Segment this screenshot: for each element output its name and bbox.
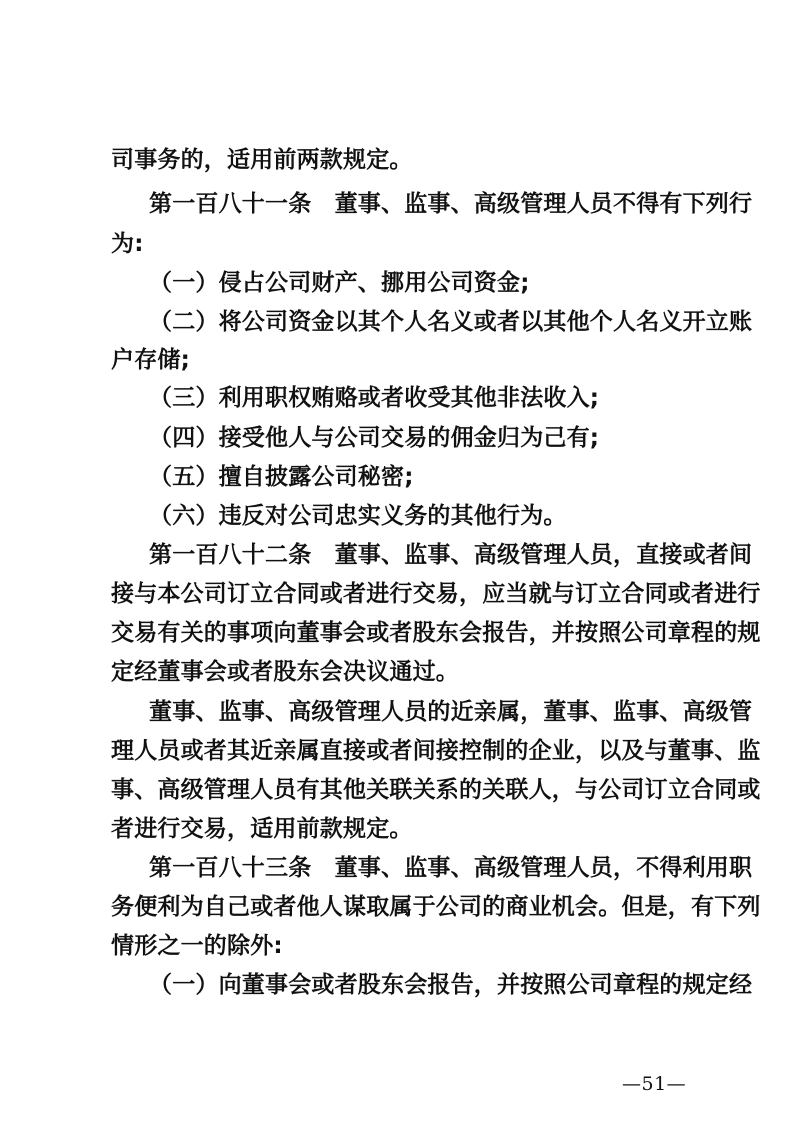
text-line-5: （二）将公司资金以其个人名义或者以其他个人名义开立账 bbox=[149, 309, 753, 335]
text-line-2: 第一百八十一条 董事、监事、高级管理人员不得有下列行 bbox=[149, 191, 753, 217]
text-line-21: 情形之一的除外: bbox=[111, 933, 283, 959]
text-line-13: 交易有关的事项向董事会或者股东会报告，并按照公司章程的规 bbox=[111, 620, 761, 646]
text-line-3: 为: bbox=[111, 231, 144, 257]
text-line-19: 第一百八十三条 董事、监事、高级管理人员，不得利用职 bbox=[149, 855, 753, 881]
text-line-14: 定经董事会或者股东会决议通过。 bbox=[111, 659, 459, 685]
text-line-18: 者进行交易，适用前款规定。 bbox=[111, 816, 413, 842]
text-line-22: （一）向董事会或者股东会报告，并按照公司章程的规定经 bbox=[149, 972, 753, 998]
text-line-9: （五）擅自披露公司秘密; bbox=[149, 464, 414, 490]
text-line-7: （三）利用职权贿赂或者收受其他非法收入; bbox=[149, 385, 600, 411]
page-number: —51— bbox=[622, 1073, 687, 1095]
text-line-15: 董事、监事、高级管理人员的近亲属，董事、监事、高级管 bbox=[149, 699, 753, 725]
text-line-4: （一）侵占公司财产、挪用公司资金; bbox=[149, 270, 530, 296]
text-line-10: （六）违反对公司忠实义务的其他行为。 bbox=[149, 503, 567, 529]
text-line-11: 第一百八十二条 董事、监事、高级管理人员，直接或者间 bbox=[149, 542, 753, 568]
text-line-1: 司事务的，适用前两款规定。 bbox=[111, 147, 413, 173]
text-line-16: 理人员或者其近亲属直接或者间接控制的企业，以及与董事、监 bbox=[111, 738, 761, 764]
text-line-20: 务便利为自己或者他人谋取属于公司的商业机会。但是，有下列 bbox=[111, 894, 761, 920]
text-line-17: 事、高级管理人员有其他关联关系的关联人，与公司订立合同或 bbox=[111, 777, 761, 803]
text-line-8: （四）接受他人与公司交易的佣金归为己有; bbox=[149, 425, 600, 451]
text-line-6: 户存储; bbox=[111, 347, 190, 373]
text-line-12: 接与本公司订立合同或者进行交易，应当就与订立合同或者进行 bbox=[111, 581, 761, 607]
